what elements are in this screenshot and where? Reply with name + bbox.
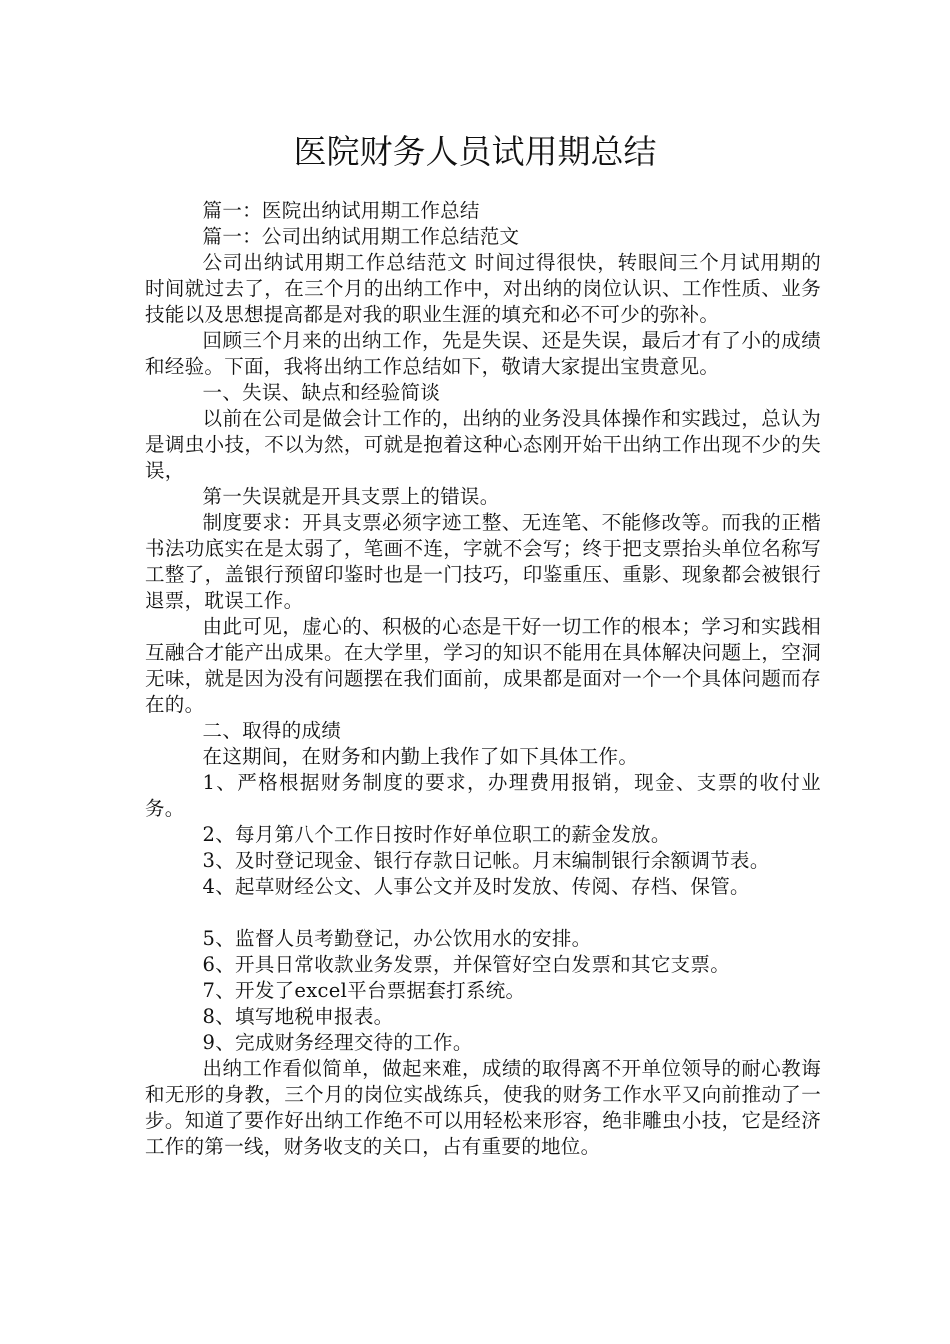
document-body <box>145 198 821 1160</box>
paragraph: 由此可见，虚心的、积极的心态是干好一切工作的根本；学习和实践相互融合才能产出成果。在大学里，学习的知识不能用在具体解决问题上，空洞无味，就是因为没有问题摆在我们面前，成果都是面对一个一个具体问题而存在的。 <box>145 615 821 716</box>
paragraph: 出纳工作看似简单，做起来难，成绩的取得离不开单位领导的耐心教诲和无形的身教，三个月的岗位实战练兵，使我的财务工作水平又向前推动了一步。知道了要作好出纳工作绝不可以用轻松来形容，绝非雕虫小技，它是经济工作的第一线，财务收支的关口，占有重要的地位。 <box>145 1057 821 1158</box>
paragraph: 回顾三个月来的出纳工作，先是失误、还是失误，最后才有了小的成绩和经验。下面，我将出纳工作总结如下，敬请大家提出宝贵意见。 <box>145 329 821 378</box>
list-item: 6、开具日常收款业务发票，并保管好空白发票和其它支票。 <box>202 953 731 976</box>
list-item: 7、开发了excel平台票据套打系统。 <box>202 979 526 1002</box>
list-item: 3、及时登记现金、银行存款日记帐。月末编制银行余额调节表。 <box>202 849 770 872</box>
list-item: 9、完成财务经理交待的工作。 <box>202 1031 473 1054</box>
paragraph: 制度要求：开具支票必须字迹工整、无连笔、不能修改等。而我的正楷书法功底实在是太弱了，笔画不连，字就不会写；终于把支票抬头单位名称写工整了，盖银行预留印鉴时也是一门技巧，印鉴重压、重影、现象都会被银行退票，耽误工作。 <box>145 511 821 612</box>
paragraph: 篇一：医院出纳试用期工作总结 <box>202 199 480 222</box>
list-item: 2、每月第八个工作日按时作好单位职工的薪金发放。 <box>202 823 671 846</box>
paragraph: 篇一：公司出纳试用期工作总结范文 <box>202 225 520 248</box>
paragraph: 以前在公司是做会计工作的，出纳的业务没具体操作和实践过，总认为是调虫小技，不以为然，可就是抱着这种心态刚开始干出纳工作出现不少的失误， <box>145 407 821 482</box>
blank-line <box>145 900 821 926</box>
section-heading: 一、失误、缺点和经验简谈 <box>202 381 441 404</box>
list-item: 8、填写地税申报表。 <box>202 1005 394 1028</box>
paragraph: 第一失误就是开具支票上的错误。 <box>202 485 500 508</box>
paragraph: 在这期间，在财务和内勤上我作了如下具体工作。 <box>202 745 639 768</box>
list-item: 5、监督人员考勤登记，办公饮用水的安排。 <box>202 927 592 950</box>
section-heading: 二、取得的成绩 <box>202 719 342 742</box>
document-title: 医院财务人员试用期总结 <box>293 132 657 171</box>
paragraph: 公司出纳试用期工作总结范文 时间过得很快，转眼间三个月试用期的时间就过去了，在三个月的出纳工作中，对出纳的岗位认识、工作性质、业务技能以及思想提高都是对我的职业生涯的填充和必不可少的弥补。 <box>145 251 821 326</box>
list-item: 4、起草财经公文、人事公文并及时发放、传阅、存档、保管。 <box>202 875 750 898</box>
list-item: 1、严格根据财务制度的要求，办理费用报销，现金、支票的收付业务。 <box>145 771 821 820</box>
